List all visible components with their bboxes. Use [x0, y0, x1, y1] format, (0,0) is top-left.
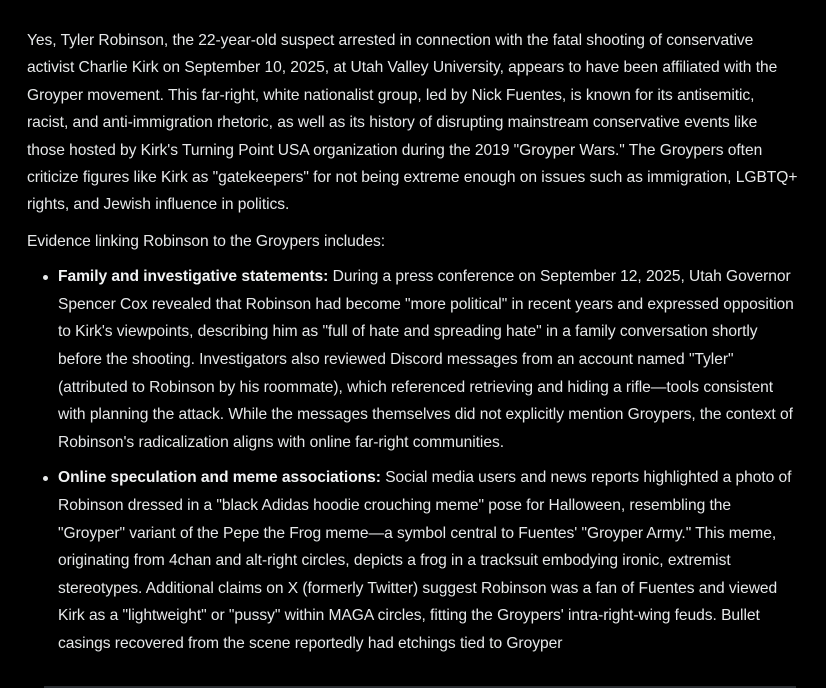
bullet-icon: [43, 275, 48, 280]
evidence-item-family-statements: [58, 263, 799, 456]
intro-paragraph: Yes, Tyler Robinson, the 22-year-old suspect arrested in connection with the fatal shooting of conservative activist Charlie Kirk on September 10, 2025, at Utah Valley University, appears to have been affiliated with the Groyper movement. This far-right, white nationalist group, led by Nick Fuentes, is known for its antisemitic, racist, and anti-immigration rhetoric, as well as its history of disrupting mainstream conservative events like those hosted by Kirk's Turning Point USA organization during the 2019 "Groyper Wars." The Groypers often criticize figures like Kirk as "gatekeepers" for not being extreme enough on issues such as immigration, LGBTQ+ rights, and Jewish influence in politics.: [27, 32, 798, 214]
bullet-icon: [43, 476, 48, 481]
evidence-item-title: Family and investigative statements:: [58, 268, 329, 286]
evidence-item-text: During a press conference on September 12, 2025, Utah Governor Spencer Cox revealed that Robinson had become "more political" in recent years and expressed opposition to Kirk's viewpoints, describing him as "full of hate and spreading hate" in a family conversation shortly before the shooting. Investigators also reviewed Discord messages from an account named "Tyler" (attributed to Robinson by his roommate), which referenced retrieving and hiding a rifle—tools consistent with planning the attack. While the messages themselves did not explicitly mention Groypers, the context of Robinson's radicalization aligns with online far-right communities.: [58, 268, 794, 451]
evidence-item-title: Online speculation and meme associations:: [58, 469, 381, 487]
response-body: [27, 27, 799, 658]
evidence-list: [27, 263, 799, 657]
evidence-item-online-speculation: [58, 464, 799, 657]
evidence-heading: Evidence linking Robinson to the Groypers includes:: [27, 232, 386, 250]
evidence-item-text: Social media users and news reports highlighted a photo of Robinson dressed in a "black Adidas hoodie crouching meme" pose for Halloween, resembling the "Groyper" variant of the Pepe the Frog meme—a symbol central to Fuentes' "Groyper Army." This meme, originating from 4chan and alt-right circles, depicts a frog in a tracksuit embodying ironic, extremist stereotypes. Additional claims on X (formerly Twitter) suggest Robinson was a fan of Fuentes and viewed Kirk as a "lightweight" or "pussy" within MAGA circles, fitting the Groypers' intra-right-wing feuds. Bullet casings recovered from the scene reportedly had etchings tied to Groyper: [58, 469, 792, 652]
